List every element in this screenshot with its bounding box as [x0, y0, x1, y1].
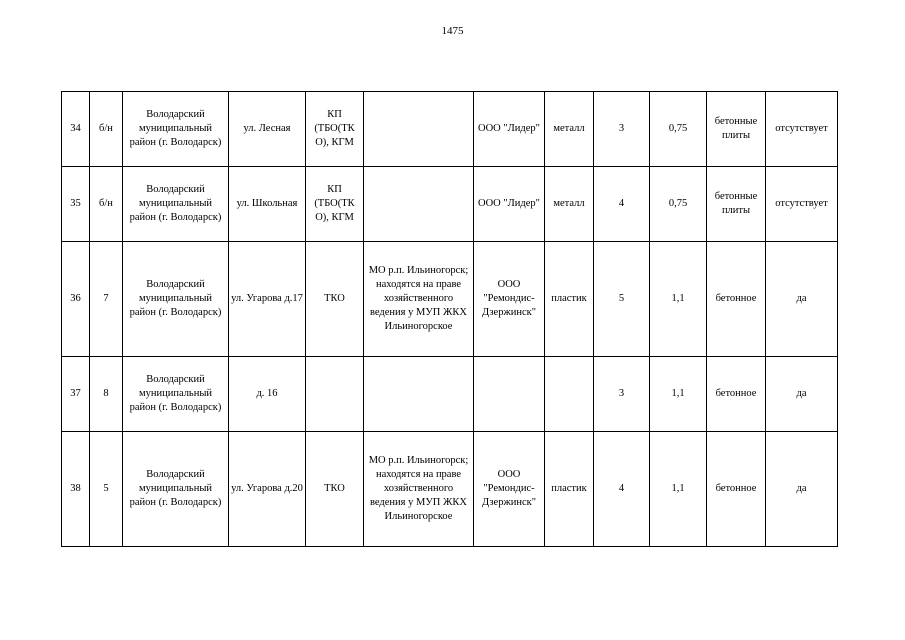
cell-site-number: б/н [90, 167, 123, 242]
cell-surface: бетонные плиты [707, 167, 766, 242]
cell-row-number: 34 [62, 92, 90, 167]
cell-surface: бетонное [707, 432, 766, 547]
cell-owner: МО р.п. Ильиногорск; находятся на праве хозяйственного ведения у МУП ЖКХ Ильиногорское [364, 242, 474, 357]
cell-row-number: 35 [62, 167, 90, 242]
table-row [62, 92, 838, 167]
cell-site-number: 5 [90, 432, 123, 547]
registry-table [61, 91, 838, 547]
cell-container-count: 5 [594, 242, 650, 357]
cell-owner [364, 92, 474, 167]
cell-district: Володарский муниципальный район (г. Володарск) [123, 432, 229, 547]
cell-fence: да [766, 432, 838, 547]
cell-surface: бетонное [707, 242, 766, 357]
table-row [62, 167, 838, 242]
table-row [62, 357, 838, 432]
cell-container-count: 3 [594, 92, 650, 167]
cell-district: Володарский муниципальный район (г. Володарск) [123, 242, 229, 357]
cell-operator: ООО "Лидер" [474, 92, 545, 167]
cell-container-volume: 1,1 [650, 432, 707, 547]
table-row [62, 242, 838, 357]
table-row [62, 432, 838, 547]
cell-operator: ООО "Ремондис-Дзержинск" [474, 432, 545, 547]
cell-container-volume: 0,75 [650, 167, 707, 242]
cell-waste-type [306, 357, 364, 432]
cell-surface: бетонные плиты [707, 92, 766, 167]
cell-waste-type: ТКО [306, 242, 364, 357]
cell-container-material: металл [545, 92, 594, 167]
cell-container-count: 4 [594, 432, 650, 547]
cell-fence: отсутствует [766, 167, 838, 242]
cell-container-volume: 0,75 [650, 92, 707, 167]
table-body [62, 92, 838, 547]
cell-container-material: металл [545, 167, 594, 242]
cell-district: Володарский муниципальный район (г. Володарск) [123, 167, 229, 242]
cell-operator [474, 357, 545, 432]
cell-site-number: б/н [90, 92, 123, 167]
cell-row-number: 38 [62, 432, 90, 547]
cell-owner [364, 167, 474, 242]
cell-fence: да [766, 242, 838, 357]
cell-container-volume: 1,1 [650, 242, 707, 357]
cell-waste-type: ТКО [306, 432, 364, 547]
cell-site-number: 7 [90, 242, 123, 357]
cell-fence: да [766, 357, 838, 432]
cell-district: Володарский муниципальный район (г. Володарск) [123, 357, 229, 432]
cell-operator: ООО "Лидер" [474, 167, 545, 242]
cell-owner: МО р.п. Ильиногорск; находятся на праве хозяйственного ведения у МУП ЖКХ Ильиногорское [364, 432, 474, 547]
cell-operator: ООО "Ремондис-Дзержинск" [474, 242, 545, 357]
cell-address: ул. Угарова д.17 [229, 242, 306, 357]
cell-row-number: 36 [62, 242, 90, 357]
cell-owner [364, 357, 474, 432]
cell-container-material: пластик [545, 432, 594, 547]
cell-address: ул. Лесная [229, 92, 306, 167]
cell-district: Володарский муниципальный район (г. Володарск) [123, 92, 229, 167]
page-number: 1475 [441, 25, 464, 37]
cell-address: д. 16 [229, 357, 306, 432]
cell-waste-type: КП (ТБО(ТК О), КГМ [306, 92, 364, 167]
cell-container-count: 3 [594, 357, 650, 432]
cell-container-material: пластик [545, 242, 594, 357]
cell-site-number: 8 [90, 357, 123, 432]
cell-address: ул. Угарова д.20 [229, 432, 306, 547]
cell-row-number: 37 [62, 357, 90, 432]
cell-container-count: 4 [594, 167, 650, 242]
cell-surface: бетонное [707, 357, 766, 432]
cell-container-material [545, 357, 594, 432]
cell-address: ул. Школьная [229, 167, 306, 242]
cell-waste-type: КП (ТБО(ТК О), КГМ [306, 167, 364, 242]
cell-container-volume: 1,1 [650, 357, 707, 432]
cell-fence: отсутствует [766, 92, 838, 167]
